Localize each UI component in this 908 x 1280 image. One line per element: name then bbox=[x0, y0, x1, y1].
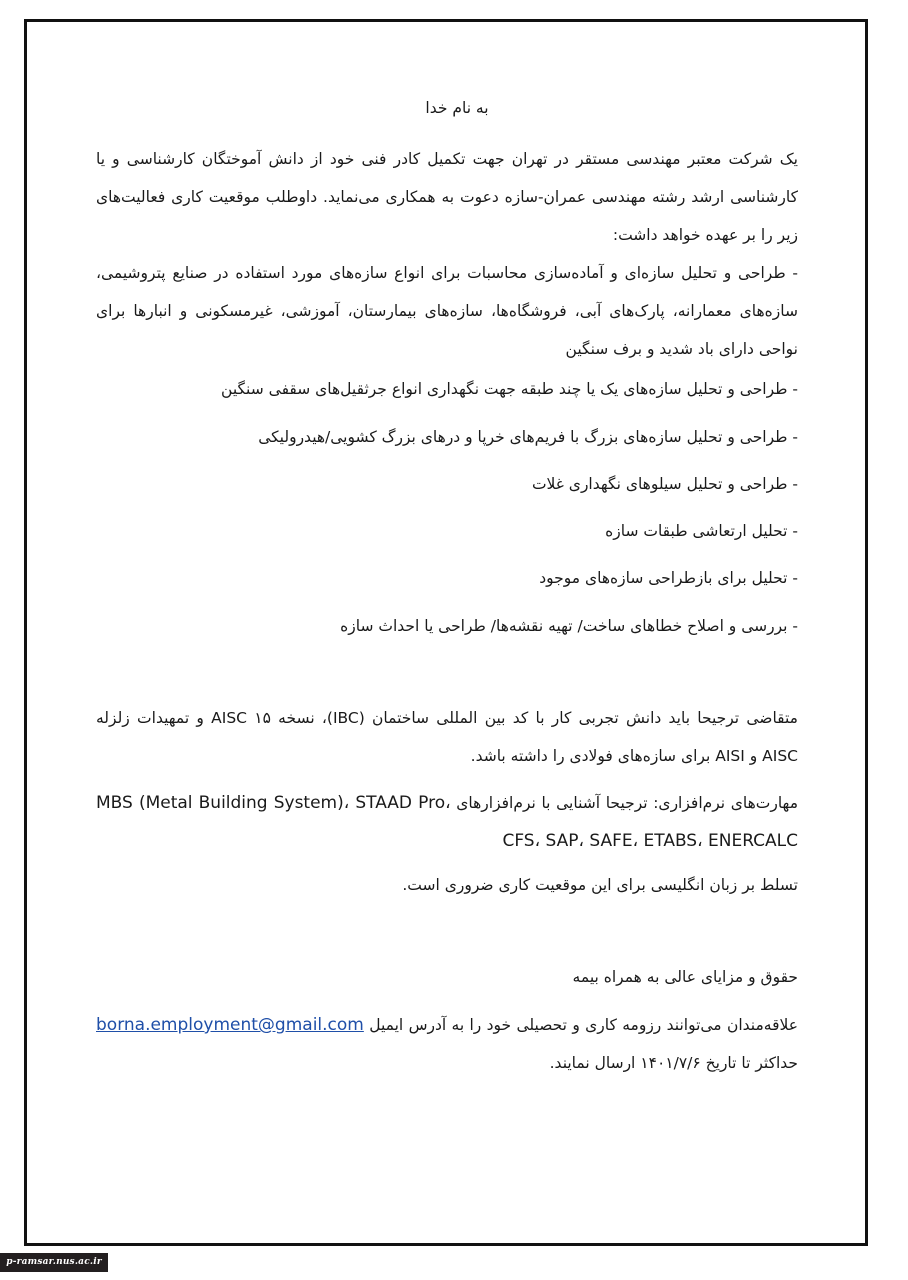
site-watermark-badge: p-ramsar.nus.ac.ir bbox=[0, 1253, 108, 1272]
duty-item: - طراحی و تحلیل سازه‌ای و آماده‌سازی محاسبات برای انواع سازه‌های مورد استفاده در صنایع پتروشیمی، سازه‌های معمارانه، پارک‌های آبی، فروشگاه‌ها، سازه‌های بیمارستان، آموزشی، غیرمسکونی و انبارها برای نواحی دارای باد شدید و برف سنگین bbox=[96, 264, 798, 358]
benefits-line: حقوق و مزایای عالی به همراه بیمه bbox=[572, 968, 798, 986]
email-link[interactable]: borna.employment@gmail.com bbox=[96, 1015, 364, 1035]
software-paragraph bbox=[96, 784, 798, 860]
duty-item: - طراحی و تحلیل سازه‌های بزرگ با فریم‌های خرپا و درهای بزرگ کشویی/هیدرولیکی bbox=[258, 428, 798, 446]
apply-paragraph bbox=[96, 1006, 798, 1082]
duty-item: - بررسی و اصلاح خطاهای ساخت/ تهیه نقشه‌ها/ طراحی یا احداث سازه bbox=[340, 617, 798, 635]
intro-paragraph: یک شرکت معتبر مهندسی مستقر در تهران جهت تکمیل کادر فنی خود از دانش آموختگان کارشناسی و یا کارشناسی ارشد رشته مهندسی عمران-سازه دعوت به همکاری می‌نماید. داوطلب موقعیت کاری فعالیت‌های زیر را بر عهده خواهد داشت: bbox=[96, 150, 798, 244]
duty-item: - تحلیل برای بازطراحی سازه‌های موجود bbox=[539, 569, 798, 587]
page-title: به نام خدا bbox=[425, 99, 489, 117]
english-requirement: تسلط بر زبان انگلیسی برای این موقعیت کاری ضروری است. bbox=[402, 876, 798, 894]
duty-item: - طراحی و تحلیل سیلوهای نگهداری غلات bbox=[531, 475, 798, 493]
apply-text: علاقه‌مندان می‌توانند رزومه کاری و تحصیلی خود را به آدرس ایمیل bbox=[369, 1016, 798, 1034]
duty-item: - طراحی و تحلیل سازه‌های یک یا چند طبقه جهت نگهداری انواع جرثقیل‌های سقفی سنگین bbox=[221, 380, 798, 398]
duty-item: - تحلیل ارتعاشی طبقات سازه bbox=[605, 522, 798, 540]
software-list: MBS (Metal Building System)، STAAD Pro، CFS، SAP، SAFE، ETABS، ENERCALC bbox=[96, 793, 798, 851]
software-prefix: مهارت‌های نرم‌افزاری: ترجیحا آشنایی با نرم‌افزارهای bbox=[456, 794, 799, 812]
experience-paragraph: متقاضی ترجیحا باید دانش تجربی کار با کد بین المللی ساختمان (IBC)، نسخه ۱۵ AISC و تمهیدات زلزله AISC و AISI برای سازه‌های فولادی را داشته باشد. bbox=[96, 709, 798, 765]
apply-deadline: حداکثر تا تاریخ ۱۴۰۱/۷/۶ ارسال نمایند. bbox=[549, 1054, 798, 1072]
